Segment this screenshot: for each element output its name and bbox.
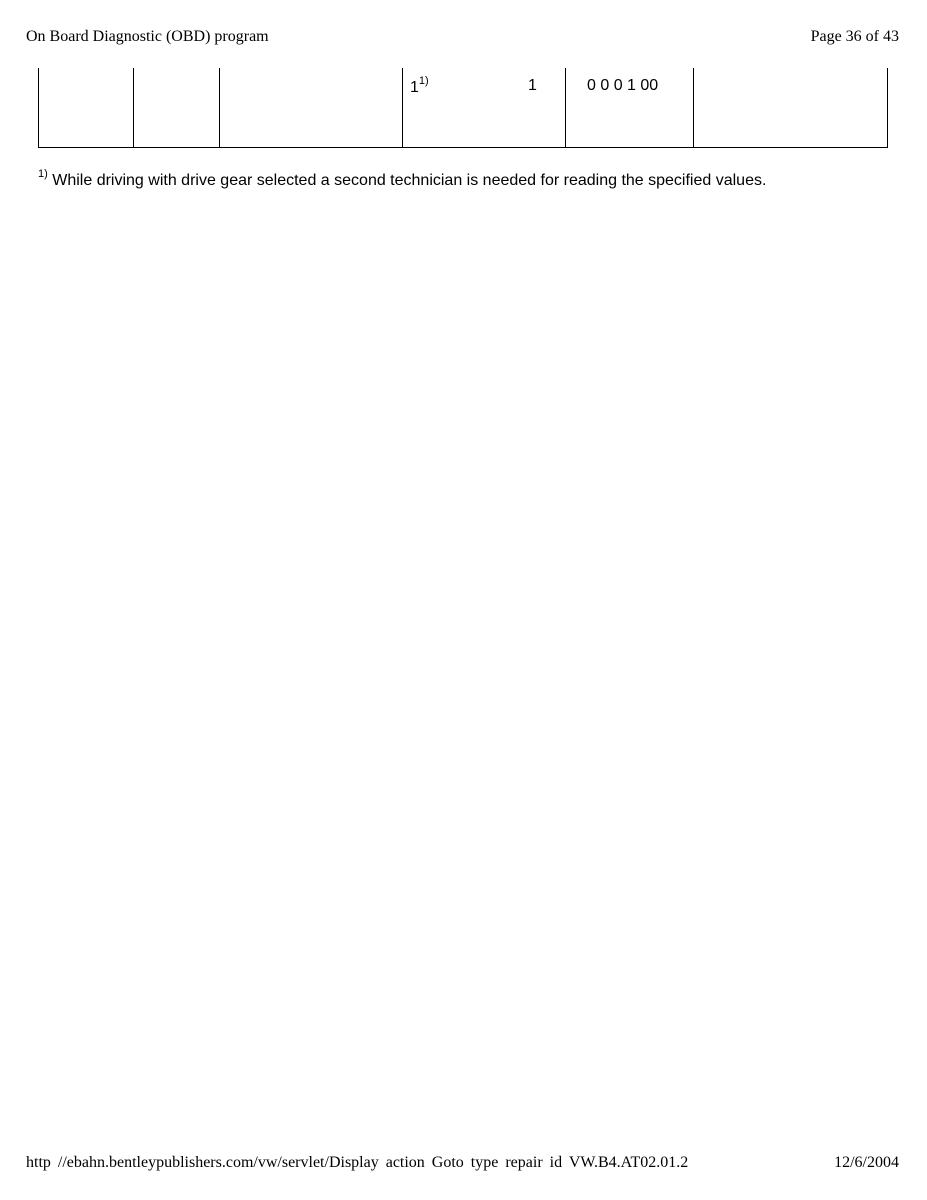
table-column-divider <box>133 68 134 148</box>
page-footer-url: http //ebahn.bentleypublishers.com/vw/servlet/Display action Goto type repair id VW.B4.AT02.01.2 <box>26 1154 689 1171</box>
cell-number: 1 <box>410 79 419 96</box>
footnote-text: While driving with drive gear selected a second technician is needed for reading the specified values. <box>52 172 767 189</box>
table-cell-value: 1 <box>528 77 537 94</box>
table-border-left <box>38 68 39 148</box>
table-cell-binary-value: 0 0 0 1 00 <box>587 77 659 94</box>
page-footer-date: 12/6/2004 <box>834 1154 899 1171</box>
table-cell-value <box>410 75 429 97</box>
page-number: Page 36 of 43 <box>810 28 899 45</box>
table-fragment <box>38 68 888 148</box>
table-column-divider <box>693 68 694 148</box>
footnote <box>38 168 767 190</box>
table-column-divider <box>402 68 403 148</box>
footnote-marker: 1) <box>38 168 48 180</box>
page-header-title: On Board Diagnostic (OBD) program <box>26 28 269 45</box>
footnote-reference: 1) <box>418 75 429 87</box>
table-column-divider <box>219 68 220 148</box>
table-border-right <box>887 68 888 148</box>
table-column-divider <box>565 68 566 148</box>
table-border-bottom <box>38 147 888 148</box>
